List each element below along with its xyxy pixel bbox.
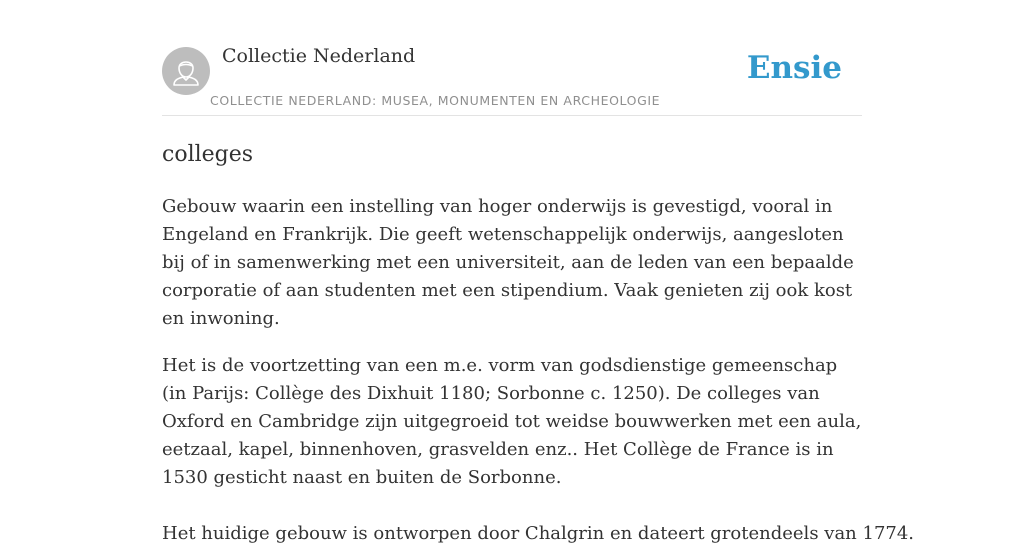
content-container — [162, 0, 915, 548]
ensie-logo-link[interactable]: Ensie — [746, 50, 842, 86]
user-avatar-icon — [162, 47, 210, 95]
definition-paragraph-3: Het huidige gebouw is ontworpen door Chalgrin en dateert grotendeels van 1774. — [162, 523, 915, 544]
entry-header — [162, 0, 862, 116]
definition-paragraph-1: Gebouw waarin een instelling van hoger onderwijs is gevestigd, vooral in Engeland en Frankrijk. Die geeft wetenschappelijk onderwijs, aangesloten bij of in samenwerking met een universiteit, aan de leden van een bepaalde corporatie of aan studenten met een stipendium. Vaak genieten zij ook kost en inwoning. — [162, 196, 854, 329]
source-title-link[interactable]: COLLECTIE NEDERLAND: MUSEA, MONUMENTEN EN ARCHEOLOGIE — [210, 93, 661, 108]
author-avatar[interactable] — [162, 47, 210, 95]
definition-paragraph-2: Het is de voortzetting van een m.e. vorm van godsdienstige gemeenschap (in Parijs: Collège des Dixhuit 1180; Sorbonne c. 1250). De colleges van Oxford en Cambridge zijn uitgegroeid tot weidse bouwwerken met een aula, eetzaal, kapel, binnenhoven, grasvelden enz.. Het Collège de France is in 1530 gesticht naast en buiten de Sorbonne. — [162, 355, 862, 488]
entry-term-title: colleges — [162, 142, 254, 167]
author-name-link[interactable]: Collectie Nederland — [222, 45, 416, 67]
